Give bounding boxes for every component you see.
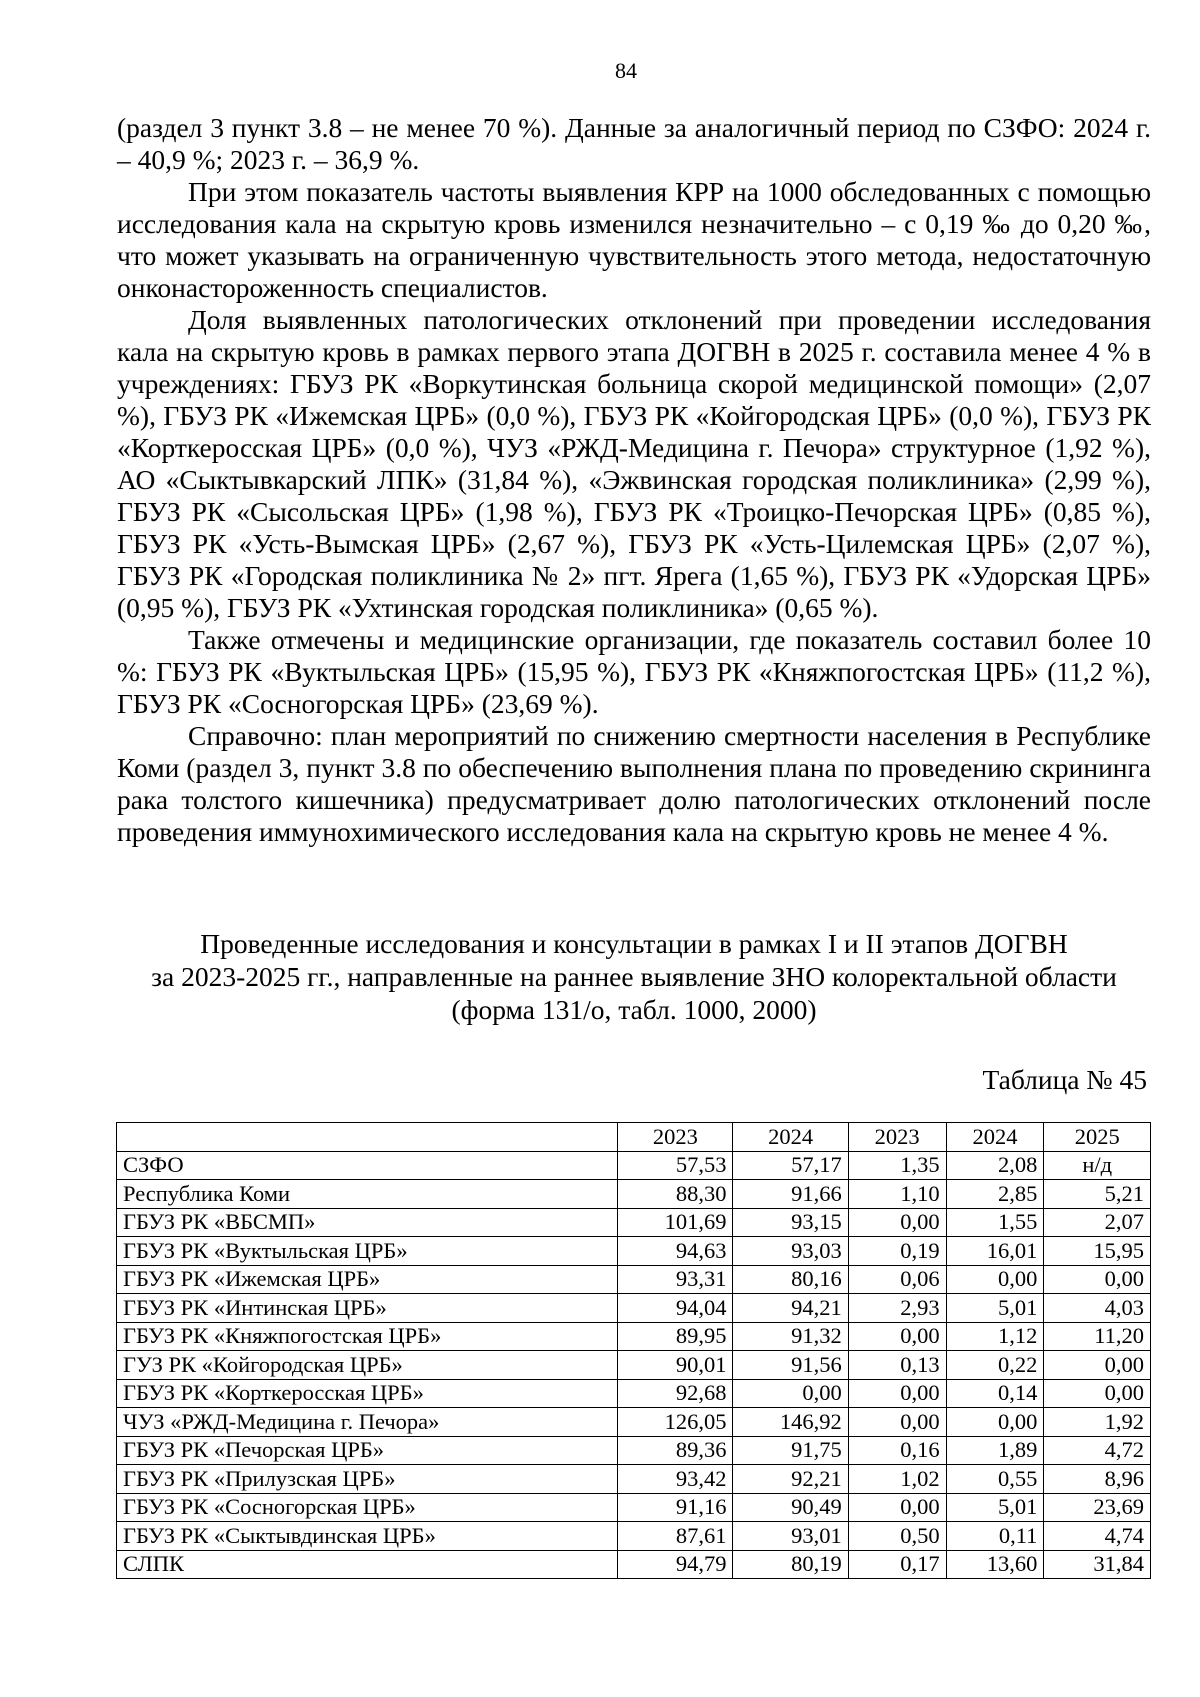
- table-body: [117, 1123, 1151, 1579]
- table-row: [117, 1265, 1151, 1294]
- table-cell-value: 1,89: [946, 1436, 1044, 1465]
- table-cell-value: 8,96: [1044, 1465, 1151, 1494]
- table-cell-organization: ГБУЗ РК «Вуктыльская ЦРБ»: [117, 1237, 618, 1266]
- table-row: [117, 1379, 1151, 1408]
- table-cell-value: 4,72: [1044, 1436, 1151, 1465]
- table-cell-value: 0,22: [946, 1351, 1044, 1380]
- table-cell-value: 0,00: [946, 1408, 1044, 1437]
- header-cell-year: 2024: [946, 1123, 1044, 1152]
- table-cell-value: 2,93: [848, 1294, 946, 1323]
- paragraph-above-10-percent: Также отмечены и медицинские организации, где показатель составил более 10 %: ГБУЗ РК «Вуктыльская ЦРБ» (15,95 %), ГБУЗ РК «Княжпогостская ЦРБ» (11,2 %), ГБУЗ РК «Сосногорская ЦРБ» (23,69 %).: [117, 624, 1151, 719]
- table-cell-value: 57,53: [618, 1151, 733, 1180]
- table-cell-value: 93,15: [733, 1208, 848, 1237]
- table-cell-value: 0,00: [1044, 1379, 1151, 1408]
- table-cell-value: 1,10: [848, 1180, 946, 1209]
- table-cell-value: 0,00: [848, 1208, 946, 1237]
- table-cell-organization: ГБУЗ РК «Ижемская ЦРБ»: [117, 1265, 618, 1294]
- table-cell-value: 4,74: [1044, 1522, 1151, 1551]
- table-cell-value: 93,31: [618, 1265, 733, 1294]
- table-cell-value: н/д: [1044, 1151, 1151, 1180]
- table-cell-value: 16,01: [946, 1237, 1044, 1266]
- table-cell-value: 146,92: [733, 1408, 848, 1437]
- table-cell-value: 0,00: [848, 1493, 946, 1522]
- table-cell-organization: ГБУЗ РК «Сыктывдинская ЦРБ»: [117, 1522, 618, 1551]
- table-cell-value: 91,56: [733, 1351, 848, 1380]
- table-cell-organization: ГБУЗ РК «Сосногорская ЦРБ»: [117, 1493, 618, 1522]
- paragraph-reference-plan: Справочно: план мероприятий по снижению смертности населения в Республике Коми (раздел 3, пункт 3.8 по обеспечению выполнения плана по проведению скрининга рака толстого кишечника) предусматривает долю патологических отклонений после проведения иммунохимического исследования кала на скрытую кровь не менее 4 %.: [117, 720, 1151, 847]
- table-cell-value: 0,00: [848, 1379, 946, 1408]
- table-cell-value: 91,16: [618, 1493, 733, 1522]
- paragraph-continuation: (раздел 3 пункт 3.8 – не менее 70 %). Данные за аналогичный период по СЗФО: 2024 г. – 40,9 %; 2023 г. – 36,9 %.: [117, 112, 1151, 175]
- table-cell-value: 0,00: [848, 1408, 946, 1437]
- table-cell-value: 89,95: [618, 1322, 733, 1351]
- table-row: [117, 1550, 1151, 1579]
- header-cell-organization: [117, 1123, 618, 1152]
- table-cell-value: 93,01: [733, 1522, 848, 1551]
- table-cell-value: 80,16: [733, 1265, 848, 1294]
- table-cell-value: 94,21: [733, 1294, 848, 1323]
- table-cell-organization: ГБУЗ РК «Прилузская ЦРБ»: [117, 1465, 618, 1494]
- table-cell-value: 2,07: [1044, 1208, 1151, 1237]
- table-cell-value: 1,35: [848, 1151, 946, 1180]
- table-number: Таблица № 45: [982, 1064, 1147, 1095]
- table-cell-value: 91,32: [733, 1322, 848, 1351]
- table-row: [117, 1493, 1151, 1522]
- table-cell-value: 13,60: [946, 1550, 1044, 1579]
- table-header-row: [117, 1123, 1151, 1152]
- table-cell-value: 0,17: [848, 1550, 946, 1579]
- table-cell-value: 1,02: [848, 1465, 946, 1494]
- table-cell-value: 0,00: [848, 1322, 946, 1351]
- table-row: [117, 1436, 1151, 1465]
- table-row: [117, 1465, 1151, 1494]
- table-row: [117, 1322, 1151, 1351]
- body-text: [117, 112, 1151, 848]
- table-cell-organization: ГБУЗ РК «Княжпогостская ЦРБ»: [117, 1322, 618, 1351]
- header-cell-year: 2025: [1044, 1123, 1151, 1152]
- table-cell-value: 0,50: [848, 1522, 946, 1551]
- table-cell-organization: СЗФО: [117, 1151, 618, 1180]
- table-cell-value: 0,19: [848, 1237, 946, 1266]
- table-row: [117, 1151, 1151, 1180]
- table-cell-value: 23,69: [1044, 1493, 1151, 1522]
- table-cell-value: 92,68: [618, 1379, 733, 1408]
- table-caption: [117, 927, 1151, 1026]
- table-row: [117, 1237, 1151, 1266]
- header-cell-year: 2023: [848, 1123, 946, 1152]
- table-cell-organization: ГБУЗ РК «ВБСМП»: [117, 1208, 618, 1237]
- table-cell-organization: ЧУЗ «РЖД-Медицина г. Печора»: [117, 1408, 618, 1437]
- table-cell-value: 94,63: [618, 1237, 733, 1266]
- table-cell-value: 94,04: [618, 1294, 733, 1323]
- page-number: 84: [615, 58, 637, 83]
- table-cell-value: 15,95: [1044, 1237, 1151, 1266]
- table-cell-organization: СЛПК: [117, 1550, 618, 1579]
- table-row: [117, 1408, 1151, 1437]
- table-cell-value: 57,17: [733, 1151, 848, 1180]
- table-cell-value: 1,55: [946, 1208, 1044, 1237]
- data-table: [116, 1122, 1151, 1579]
- table-cell-value: 92,21: [733, 1465, 848, 1494]
- table-cell-value: 93,42: [618, 1465, 733, 1494]
- table-cell-organization: ГБУЗ РК «Корткеросская ЦРБ»: [117, 1379, 618, 1408]
- table-cell-value: 89,36: [618, 1436, 733, 1465]
- table-cell-value: 5,01: [946, 1493, 1044, 1522]
- table-cell-value: 0,00: [1044, 1265, 1151, 1294]
- table-row: [117, 1351, 1151, 1380]
- table-cell-value: 5,21: [1044, 1180, 1151, 1209]
- caption-line-2: за 2023-2025 гг., направленные на раннее выявление ЗНО колоректальной области: [151, 961, 1117, 992]
- table-cell-value: 91,75: [733, 1436, 848, 1465]
- table-cell-organization: Республика Коми: [117, 1180, 618, 1209]
- table-cell-value: 2,85: [946, 1180, 1044, 1209]
- table-cell-value: 4,03: [1044, 1294, 1151, 1323]
- table-cell-value: 5,01: [946, 1294, 1044, 1323]
- caption-line-3: (форма 131/о, табл. 1000, 2000): [451, 994, 817, 1025]
- table-cell-value: 94,79: [618, 1550, 733, 1579]
- table-cell-value: 2,08: [946, 1151, 1044, 1180]
- table-cell-value: 31,84: [1044, 1550, 1151, 1579]
- table-cell-value: 0,14: [946, 1379, 1044, 1408]
- table-cell-organization: ГБУЗ РК «Интинская ЦРБ»: [117, 1294, 618, 1323]
- header-cell-year: 2023: [618, 1123, 733, 1152]
- header-cell-year: 2024: [733, 1123, 848, 1152]
- table-row: [117, 1180, 1151, 1209]
- table-cell-organization: ГБУЗ РК «Печорская ЦРБ»: [117, 1436, 618, 1465]
- table-cell-value: 90,01: [618, 1351, 733, 1380]
- table-cell-value: 91,66: [733, 1180, 848, 1209]
- table-cell-value: 80,19: [733, 1550, 848, 1579]
- table-cell-value: 1,92: [1044, 1408, 1151, 1437]
- table-cell-value: 0,06: [848, 1265, 946, 1294]
- paragraph-below-4-percent: Доля выявленных патологических отклонений при проведении исследования кала на скрытую кровь в рамках первого этапа ДОГВН в 2025 г. составила менее 4 % в учреждениях: ГБУЗ РК «Воркутинская больница скорой медицинской помощи» (2,07 %), ГБУЗ РК «Ижемская ЦРБ» (0,0 %), ГБУЗ РК «Койгородская ЦРБ» (0,0 %), ГБУЗ РК «Корткеросская ЦРБ» (0,0 %), ЧУЗ «РЖД-Медицина г. Печора» структурное (1,92 %), АО «Сыктывкарский ЛПК» (31,84 %), «Эжвинская городская поликлиника» (2,99 %), ГБУЗ РК «Сысольская ЦРБ» (1,98 %), ГБУЗ РК «Троицко-Печорская ЦРБ» (0,85 %), ГБУЗ РК «Усть-Вымская ЦРБ» (2,67 %), ГБУЗ РК «Усть-Цилемская ЦРБ» (2,07 %), ГБУЗ РК «Городская поликлиника № 2» пгт. Ярега (1,65 %), ГБУЗ РК «Удорская ЦРБ» (0,95 %), ГБУЗ РК «Ухтинская городская поликлиника» (0,65 %).: [117, 304, 1151, 623]
- table-cell-value: 0,55: [946, 1465, 1044, 1494]
- table-cell-value: 0,00: [946, 1265, 1044, 1294]
- table-cell-value: 1,12: [946, 1322, 1044, 1351]
- table-cell-value: 11,20: [1044, 1322, 1151, 1351]
- table-cell-value: 93,03: [733, 1237, 848, 1266]
- table-cell-value: 88,30: [618, 1180, 733, 1209]
- table-cell-value: 90,49: [733, 1493, 848, 1522]
- table-cell-value: 0,00: [733, 1379, 848, 1408]
- table-cell-organization: ГУЗ РК «Койгородская ЦРБ»: [117, 1351, 618, 1380]
- table-cell-value: 0,16: [848, 1436, 946, 1465]
- table-cell-value: 101,69: [618, 1208, 733, 1237]
- paragraph-detection-rate: При этом показатель частоты выявления КРР на 1000 обследованных с помощью исследования кала на скрытую кровь изменился незначительно – с 0,19 ‰ до 0,20 ‰, что может указывать на ограниченную чувствительность этого метода, недостаточную онконастороженность специалистов.: [117, 176, 1151, 303]
- table-cell-value: 0,00: [1044, 1351, 1151, 1380]
- table-row: [117, 1522, 1151, 1551]
- table-cell-value: 87,61: [618, 1522, 733, 1551]
- table-cell-value: 126,05: [618, 1408, 733, 1437]
- table-row: [117, 1208, 1151, 1237]
- caption-line-1: Проведенные исследования и консультации в рамках I и II этапов ДОГВН: [200, 928, 1068, 959]
- table-cell-value: 0,13: [848, 1351, 946, 1380]
- table-row: [117, 1294, 1151, 1323]
- table-cell-value: 0,11: [946, 1522, 1044, 1551]
